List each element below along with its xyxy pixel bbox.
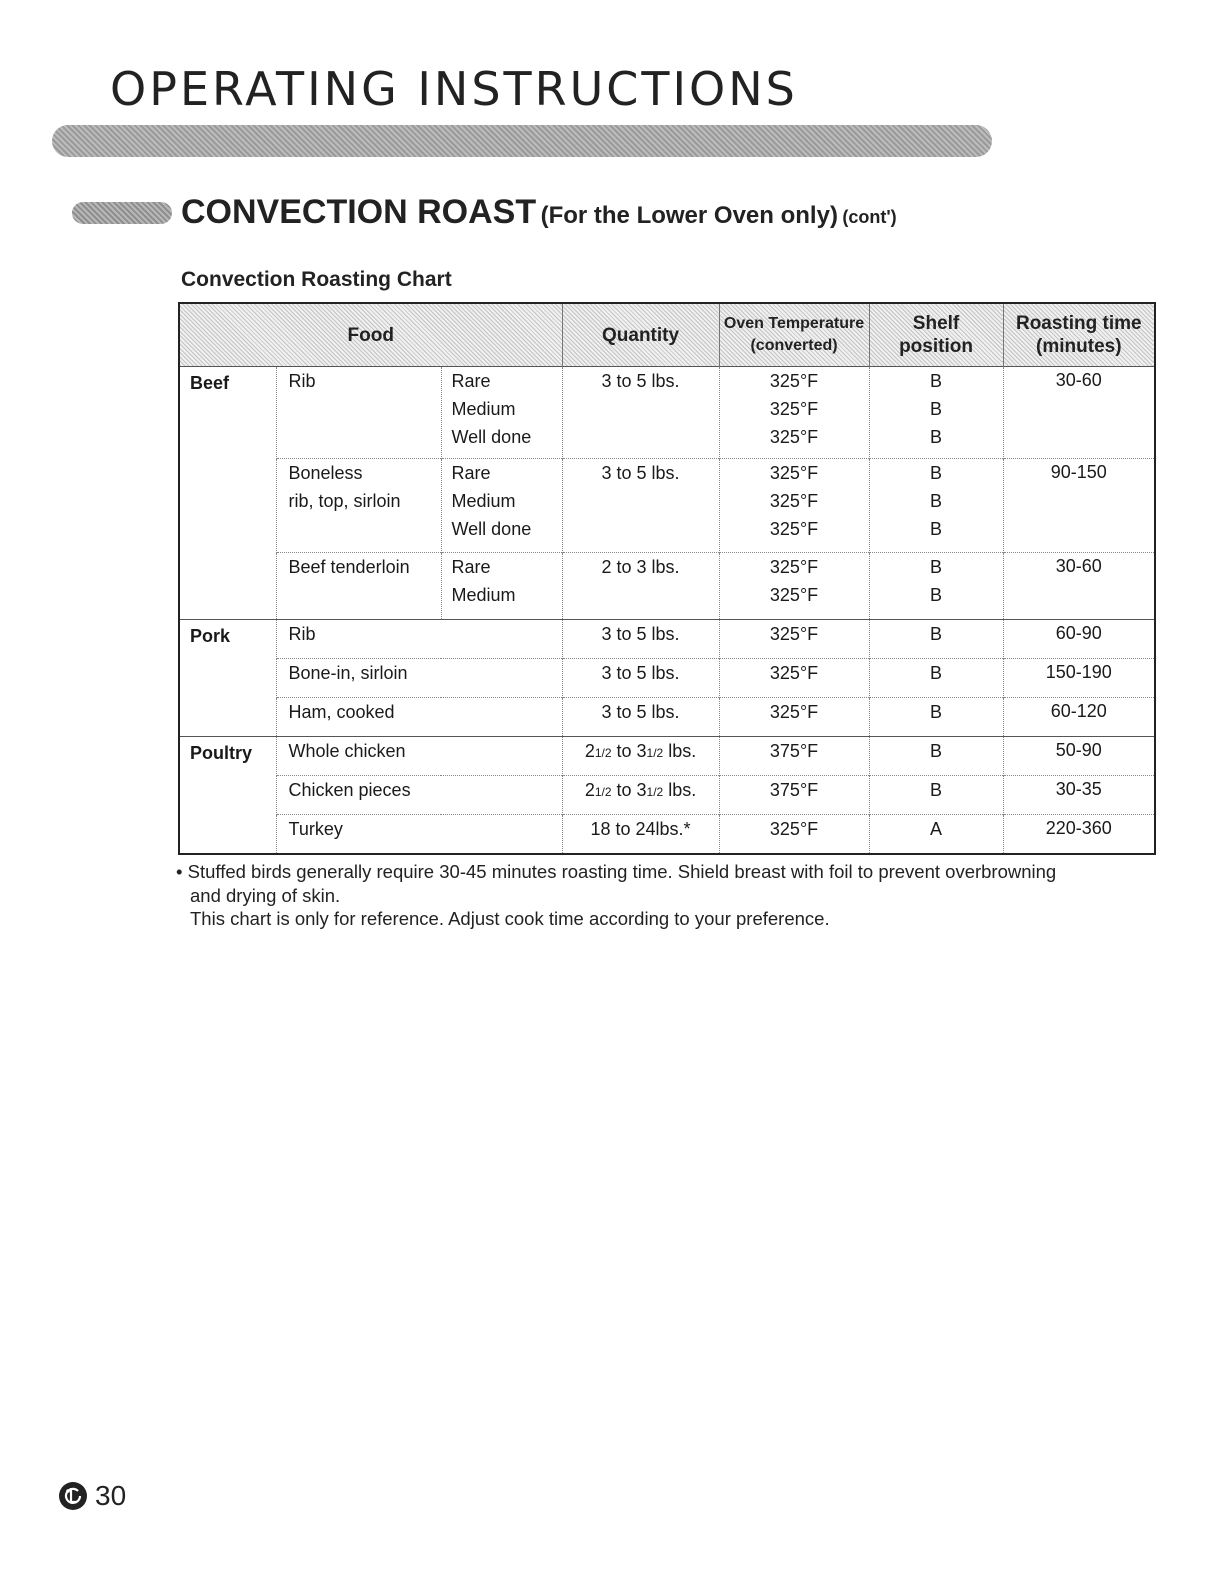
- table-row: [179, 553, 1155, 620]
- quantity-cell: 3 to 5 lbs.: [562, 620, 719, 659]
- quantity-cell: 18 to 24lbs.*: [562, 815, 719, 854]
- quantity-cell: 3 to 5 lbs.: [562, 698, 719, 737]
- section-title-subtitle: (For the Lower Oven only): [540, 202, 838, 229]
- doneness-cell: Rare Medium Well done: [441, 367, 562, 459]
- food-cell: Rib: [276, 620, 562, 659]
- table-row: [179, 620, 1155, 659]
- page-number-text: 30: [95, 1480, 127, 1511]
- section-title-cont: (cont'): [842, 207, 897, 227]
- quantity-cell: 2 to 3 lbs.: [562, 553, 719, 620]
- page-number: [58, 1480, 126, 1512]
- temp-cell: 325°F 325°F 325°F: [719, 367, 869, 459]
- header-roasting-time: Roasting time (minutes): [1003, 303, 1155, 367]
- food-cell: Chicken pieces: [276, 776, 562, 815]
- header-decorative-bar: [52, 125, 992, 157]
- table-row: [179, 737, 1155, 776]
- quantity-cell: 3 to 5 lbs.: [562, 367, 719, 459]
- quantity-cell: 3 to 5 lbs.: [562, 459, 719, 553]
- header-shelf-position: Shelf position: [869, 303, 1003, 367]
- header-food: Food: [179, 303, 562, 367]
- time-cell: 30-60: [1003, 553, 1155, 620]
- footnote-line-3: This chart is only for reference. Adjust cook time according to your preference.: [190, 908, 830, 929]
- temp-cell: 325°F 325°F 325°F: [719, 459, 869, 553]
- food-cell: Boneless rib, top, sirloin: [276, 459, 441, 553]
- shelf-cell: B B B: [869, 459, 1003, 553]
- lg-logo-icon: [58, 1481, 88, 1511]
- page-header: OPERATING INSTRUCTIONS: [110, 62, 798, 116]
- header-oven-temperature: Oven Temperature (converted): [719, 303, 869, 367]
- table-row: [179, 698, 1155, 737]
- quantity-cell: 21/2 to 31/2 lbs.: [562, 737, 719, 776]
- section-tab-marker: [72, 202, 172, 224]
- shelf-cell: B: [869, 659, 1003, 698]
- temp-cell: 325°F: [719, 620, 869, 659]
- doneness-cell: Rare Medium: [441, 553, 562, 620]
- shelf-cell: A: [869, 815, 1003, 854]
- temp-cell: 325°F: [719, 659, 869, 698]
- shelf-cell: B: [869, 698, 1003, 737]
- food-cell: Rib: [276, 367, 441, 459]
- table-row: [179, 776, 1155, 815]
- temp-cell: 325°F 325°F: [719, 553, 869, 620]
- doneness-cell: Rare Medium Well done: [441, 459, 562, 553]
- temp-cell: 375°F: [719, 737, 869, 776]
- time-cell: 90-150: [1003, 459, 1155, 553]
- time-cell: 30-35: [1003, 776, 1155, 815]
- footnote-line-1: • Stuffed birds generally require 30-45 minutes roasting time. Shield breast with foil to prevent overbrowning: [176, 861, 1057, 882]
- temp-cell: 325°F: [719, 698, 869, 737]
- roasting-chart-table: [178, 302, 1156, 855]
- shelf-cell: B B B: [869, 367, 1003, 459]
- food-cell: Beef tenderloin: [276, 553, 441, 620]
- food-cell: Whole chicken: [276, 737, 562, 776]
- temp-cell: 325°F: [719, 815, 869, 854]
- category-poultry: Poultry: [179, 737, 276, 854]
- time-cell: 60-120: [1003, 698, 1155, 737]
- table-header-row: [179, 303, 1155, 367]
- time-cell: 150-190: [1003, 659, 1155, 698]
- time-cell: 60-90: [1003, 620, 1155, 659]
- shelf-cell: B: [869, 776, 1003, 815]
- food-cell: Bone-in, sirloin: [276, 659, 562, 698]
- category-beef: Beef: [179, 367, 276, 620]
- quantity-cell: 21/2 to 31/2 lbs.: [562, 776, 719, 815]
- shelf-cell: B: [869, 620, 1003, 659]
- table-row: [179, 459, 1155, 553]
- table-row: [179, 815, 1155, 854]
- category-pork: Pork: [179, 620, 276, 737]
- section-title: [181, 193, 897, 232]
- shelf-cell: B: [869, 737, 1003, 776]
- time-cell: 30-60: [1003, 367, 1155, 459]
- quantity-cell: 3 to 5 lbs.: [562, 659, 719, 698]
- footnote-bullet: •: [176, 861, 183, 882]
- shelf-cell: B B: [869, 553, 1003, 620]
- food-cell: Ham, cooked: [276, 698, 562, 737]
- header-quantity: Quantity: [562, 303, 719, 367]
- food-cell: Turkey: [276, 815, 562, 854]
- table-row: [179, 659, 1155, 698]
- table-row: [179, 367, 1155, 459]
- footnote-line-2: and drying of skin.: [190, 884, 341, 906]
- time-cell: 220-360: [1003, 815, 1155, 854]
- section-title-main: CONVECTION ROAST: [181, 193, 537, 231]
- temp-cell: 375°F: [719, 776, 869, 815]
- footnote: [176, 860, 1156, 931]
- time-cell: 50-90: [1003, 737, 1155, 776]
- chart-title: Convection Roasting Chart: [181, 268, 452, 291]
